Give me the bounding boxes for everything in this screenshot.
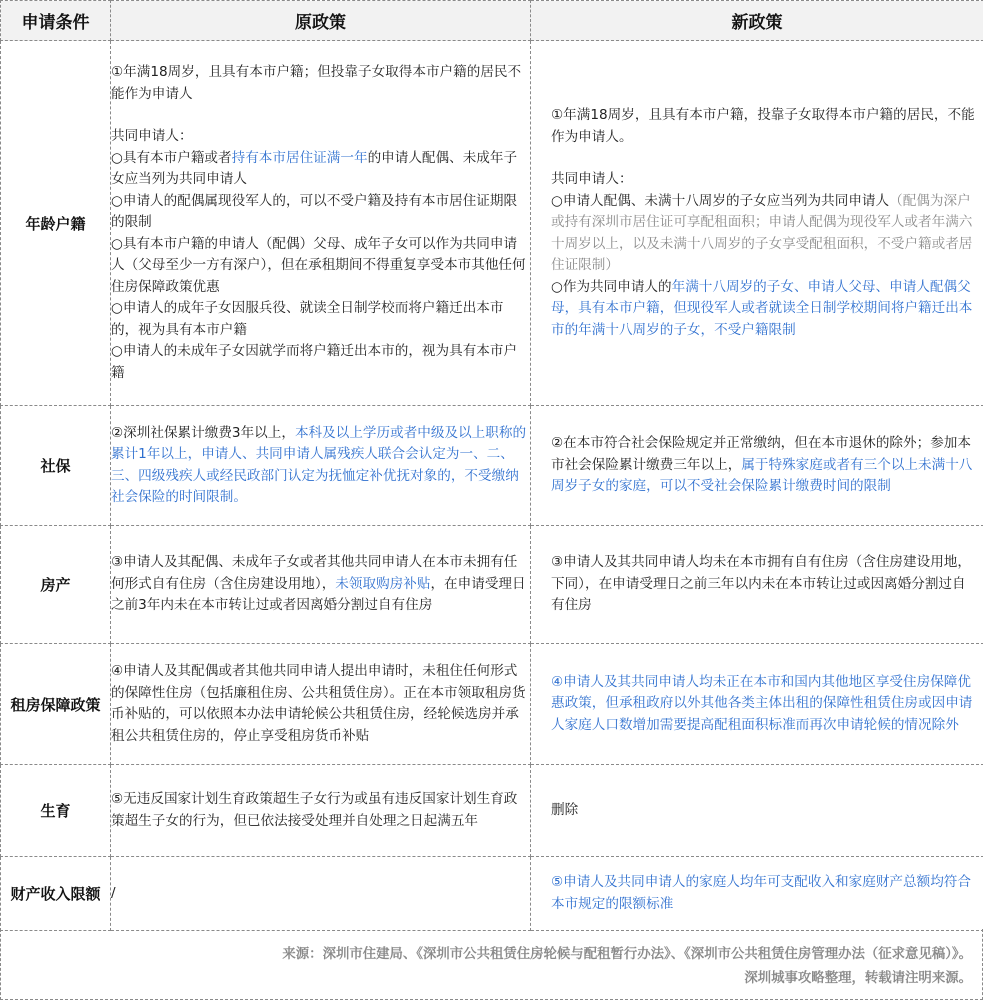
note-text: （配偶为深户或持有深圳市居住证可享配租面积；申请人配偶为现役军人或者年满六十周岁以上，以及未满十八周岁的子女享受配租面积，不受户籍或者居住证限制） <box>551 192 973 273</box>
old-co-applicant-item: ○申请人的未成年子女因就学而将户籍迁出本市的，视为具有本市户籍 <box>111 343 518 381</box>
old-co-applicant-item: ○申请人的配偶属现役军人的，可以不受户籍及持有本市居住证期限的限制 <box>111 192 518 230</box>
new-policy-cell <box>531 41 983 406</box>
old-co-applicant-title: 共同申请人： <box>111 128 193 144</box>
category-rental-guarantee: 租房保障政策 <box>1 644 111 765</box>
table-row <box>1 765 983 857</box>
old-co-applicant-item: ○具有本市户籍或者持有本市居住证满一年的申请人配偶、未成年子女应当列为共同申请人 <box>111 149 518 187</box>
new-age-requirement: ①年满18周岁，且具有本市户籍，投靠子女取得本市户籍的居民，不能作为申请人。 <box>551 107 975 145</box>
table-row <box>1 406 983 526</box>
header-conditions: 申请条件 <box>1 1 111 41</box>
highlight-text: ④申请人及其共同申请人均未正在本市和国内其他地区享受住房保障优惠政策，但承租政府以外其他各类主体出租的保障性租赁住房或因申请人家庭人口数增加需要提高配租面积标准而再次申请轮候的情况除外 <box>551 673 973 733</box>
old-age-requirement: ①年满18周岁，且具有本市户籍；但投靠子女取得本市户籍的居民不能作为申请人 <box>111 64 522 102</box>
new-policy-cell <box>531 857 983 931</box>
new-policy-cell <box>531 644 983 765</box>
old-policy-cell: ④申请人及其配偶或者其他共同申请人提出申请时，未租住任何形式的保障性住房（包括廉租住房、公共租赁住房）。正在本市领取租房货币补贴的，可以依照本办法申请轮候公共租赁住房，经轮候选房并承租公共租赁住房的，停止享受租房货币补贴 <box>111 644 531 765</box>
old-co-applicant-item: ○申请人的成年子女因服兵役、就读全日制学校而将户籍迁出本市的，视为具有本市户籍 <box>111 300 504 338</box>
header-new-policy: 新政策 <box>531 1 983 41</box>
old-co-applicant-item: ○具有本市户籍的申请人（配偶）父母、成年子女可以作为共同申请人（父母至少一方有深户），但在承租期间不得重复享受本市其他任何住房保障政策优惠 <box>111 235 526 295</box>
new-policy-cell: ③申请人及其共同申请人均未在本市拥有自有住房（含住房建设用地，下同），在申请受理日之前三年以内未在本市转让过或因离婚分割过自有住房 <box>531 526 983 644</box>
header-old-policy: 原政策 <box>111 1 531 41</box>
highlight-text: 未领取购房补贴 <box>335 575 431 592</box>
source-footer <box>0 929 983 1000</box>
deleted-label: 删除 <box>551 801 579 818</box>
highlight-text: 属于特殊家庭或者有三个以上未满十八周岁子女的家庭，可以不受社会保险累计缴费时间的限制 <box>551 456 973 495</box>
new-policy-cell: ②在本市符合社会保险规定并正常缴纳，但在本市退休的除外；参加本市社会保险累计缴费三年以上，属于特殊家庭或者有三个以上未满十八周岁子女的家庭，可以不受社会保险累计缴费时间的限制 <box>531 406 983 526</box>
highlight-text: 持有本市居住证满一年 <box>231 149 368 166</box>
table-row <box>1 644 983 765</box>
new-policy-cell <box>531 765 983 857</box>
table-header-row <box>1 1 983 41</box>
old-policy-cell: ⑤无违反国家计划生育政策超生子女行为或虽有违反国家计划生育政策超生子女的行为，但已依法接受处理并自处理之日起满五年 <box>111 765 531 857</box>
table-row <box>1 857 983 931</box>
category-asset-income-limit: 财产收入限额 <box>1 857 111 931</box>
old-policy-cell <box>111 41 531 406</box>
table-row <box>1 526 983 644</box>
new-co-applicant-title: 共同申请人： <box>551 171 633 187</box>
highlight-text: 年满十八周岁的子女、申请人父母、申请人配偶父母，具有本市户籍，但现役军人或者就读全日制学校期间将户籍迁出本市的年满十八周岁的子女，不受户籍限制 <box>551 278 973 338</box>
category-social-security: 社保 <box>1 406 111 526</box>
highlight-text: 本科及以上学历或者中级及以上职称的累计1年以上，申请人、共同申请人属残疾人联合会认定为一、二、三、四级残疾人或经民政部门认定为抚恤定补优抚对象的，不受缴纳社会保险的时间限制。 <box>111 424 527 505</box>
category-property: 房产 <box>1 526 111 644</box>
highlight-text: ⑤申请人及共同申请人的家庭人均年可支配收入和家庭财产总额均符合本市规定的限额标准 <box>551 874 971 912</box>
old-policy-cell: ②深圳社保累计缴费3年以上，本科及以上学历或者中级及以上职称的累计1年以上，申请人、共同申请人属残疾人联合会认定为一、二、三、四级残疾人或经民政部门认定为抚恤定补优抚对象的，不受缴纳社会保险的时间限制。 <box>111 406 531 526</box>
source-citation: 来源：深圳市住建局、《深圳市公共租赁住房轮候与配租暂行办法》、《深圳市公共租赁住房管理办法（征求意见稿）》。 <box>282 947 972 962</box>
category-birth: 生育 <box>1 765 111 857</box>
category-age-household: 年龄户籍 <box>1 41 111 406</box>
new-co-applicant-item: ○作为共同申请人的年满十八周岁的子女、申请人父母、申请人配偶父母，具有本市户籍，但现役军人或者就读全日制学校期间将户籍迁出本市的年满十八周岁的子女，不受户籍限制 <box>551 278 973 338</box>
copyright-note: 深圳城事攻略整理，转载请注明来源。 <box>744 971 972 986</box>
table-row <box>1 41 983 406</box>
old-policy-cell: ③申请人及其配偶、未成年子女或者其他共同申请人在本市未拥有任何形式自有住房（含住房建设用地），未领取购房补贴，在申请受理日之前3年内未在本市转让过或者因离婚分割过自有住房 <box>111 526 531 644</box>
old-policy-cell: / <box>111 857 531 931</box>
new-co-applicant-item: ○申请人配偶、未满十八周岁的子女应当列为共同申请人（配偶为深户或持有深圳市居住证可享配租面积；申请人配偶为现役军人或者年满六十周岁以上，以及未满十八周岁的子女享受配租面积，不受户籍或者居住证限制） <box>551 192 973 273</box>
